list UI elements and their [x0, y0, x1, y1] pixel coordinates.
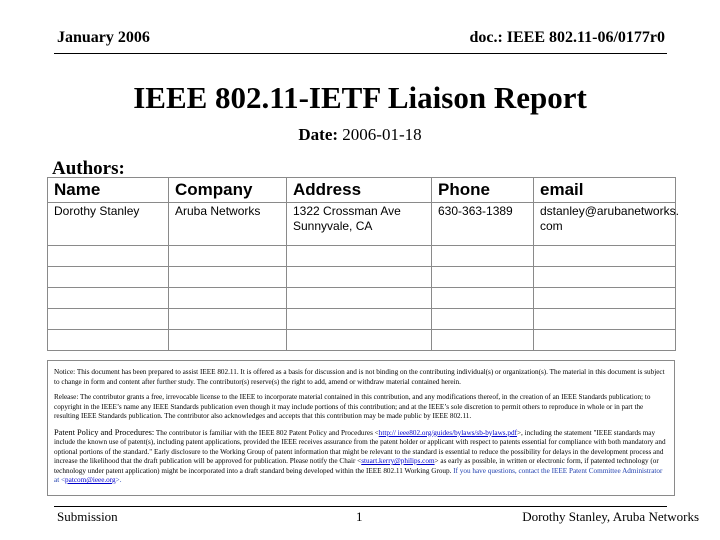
cell-email: [534, 203, 679, 246]
cell-phone: 630-363-1389: [432, 203, 534, 246]
notice-box: [47, 360, 675, 496]
table-row-empty: [48, 330, 676, 351]
date-value: 2006-01-18: [342, 125, 422, 144]
header-divider: [54, 53, 667, 54]
table-row: [48, 203, 676, 246]
cell-name: Dorothy Stanley: [48, 203, 169, 246]
patent-policy-paragraph: Patent Policy and Procedures: The contributor is familiar with the IEEE 802 Patent Policy and Procedures <http:// ieee802.org/guides/bylaws/sb-bylaws.pdf>, including the statement "IEEE standards may include the known use of patent(s), including patent applications, provided the IEEE receives assurance from the patent holder or applicant with respect to patents essential for compliance with both mandatory and optional portions of the standard." Early disclosure to the Working Group of patent information that might be relevant to the standard is essential to reduce the possibility for delays in the development process and increase the likelihood that the draft publication will be approved for publication. Please notify the Chair <stuart.kerry@philips.com> as early as possible, in written or electronic form, if patented technology (or technology under patent application) might be incorporated into a draft standard being developed within the IEEE 802.11 Working Group. If you have questions, contact the IEEE Patent Committee Administrator at <patcom@ieee.org>.: [54, 427, 666, 484]
footer-divider: [54, 506, 667, 507]
email-line-1: dstanley@arubanetworks.: [540, 204, 679, 218]
release-paragraph: Release: The contributor grants a free, irrevocable license to the IEEE to incorporate material contained in this contribution, and any modifications thereof, in the creation of an IEEE Standards publication; to copyright in the IEEE’s name any IEEE Standards publication even though it may include portions of this contribution; and at the IEEE’s sole discretion to permit others to reproduce in whole or in part the resulting IEEE Standards publication. The contributor also acknowledges and accepts that this contribution may be made public by IEEE 802.11.: [54, 393, 651, 420]
table-row-empty: [48, 288, 676, 309]
header-doc-id: doc.: IEEE 802.11-06/0177r0: [469, 29, 665, 46]
slide-title: IEEE 802.11-IETF Liaison Report: [133, 80, 587, 115]
col-header-email: email: [534, 178, 676, 203]
footer-page-number: 1: [356, 509, 363, 524]
footer-author: Dorothy Stanley, Aruba Networks: [522, 509, 699, 524]
patent-policy-lead: Patent Policy and Procedures:: [54, 427, 155, 437]
table-row-empty: [48, 246, 676, 267]
col-header-name: Name: [48, 178, 169, 203]
date-label: Date:: [298, 125, 339, 144]
col-header-company: Company: [169, 178, 287, 203]
cell-company: Aruba Networks: [169, 203, 287, 246]
table-row-empty: [48, 309, 676, 330]
table-row-empty: [48, 267, 676, 288]
header-date: January 2006: [57, 29, 150, 46]
patcom-email-link[interactable]: patcom@ieee.org: [65, 476, 116, 484]
email-line-2: com: [540, 219, 563, 233]
col-header-phone: Phone: [432, 178, 534, 203]
cell-address: [287, 203, 432, 246]
authors-header-row: [48, 178, 676, 203]
chair-email-link[interactable]: stuart.kerry@philips.com: [361, 457, 435, 465]
footer-submission: Submission: [57, 509, 118, 524]
notice-paragraph: Notice: This document has been prepared to assist IEEE 802.11. It is offered as a basis for discussion and is not binding on the contributing individual(s) or organization(s). The material in this document is subject to change in form and content after further study. The contributor(s) reserve(s) the right to add, amend or withdraw material contained herein.: [54, 368, 665, 386]
col-header-address: Address: [287, 178, 432, 203]
authors-label: Authors:: [52, 158, 125, 179]
patent-committee-note: If you have questions, contact the IEEE Patent Committee Administrator at <: [54, 466, 663, 484]
authors-table: [47, 177, 679, 351]
address-line-1: 1322 Crossman Ave: [293, 204, 401, 218]
date-line: [0, 125, 720, 145]
address-line-2: Sunnyvale, CA: [293, 219, 373, 233]
bylaws-link[interactable]: http:// ieee802.org/guides/bylaws/sb-bylaws.pdf: [378, 428, 517, 437]
